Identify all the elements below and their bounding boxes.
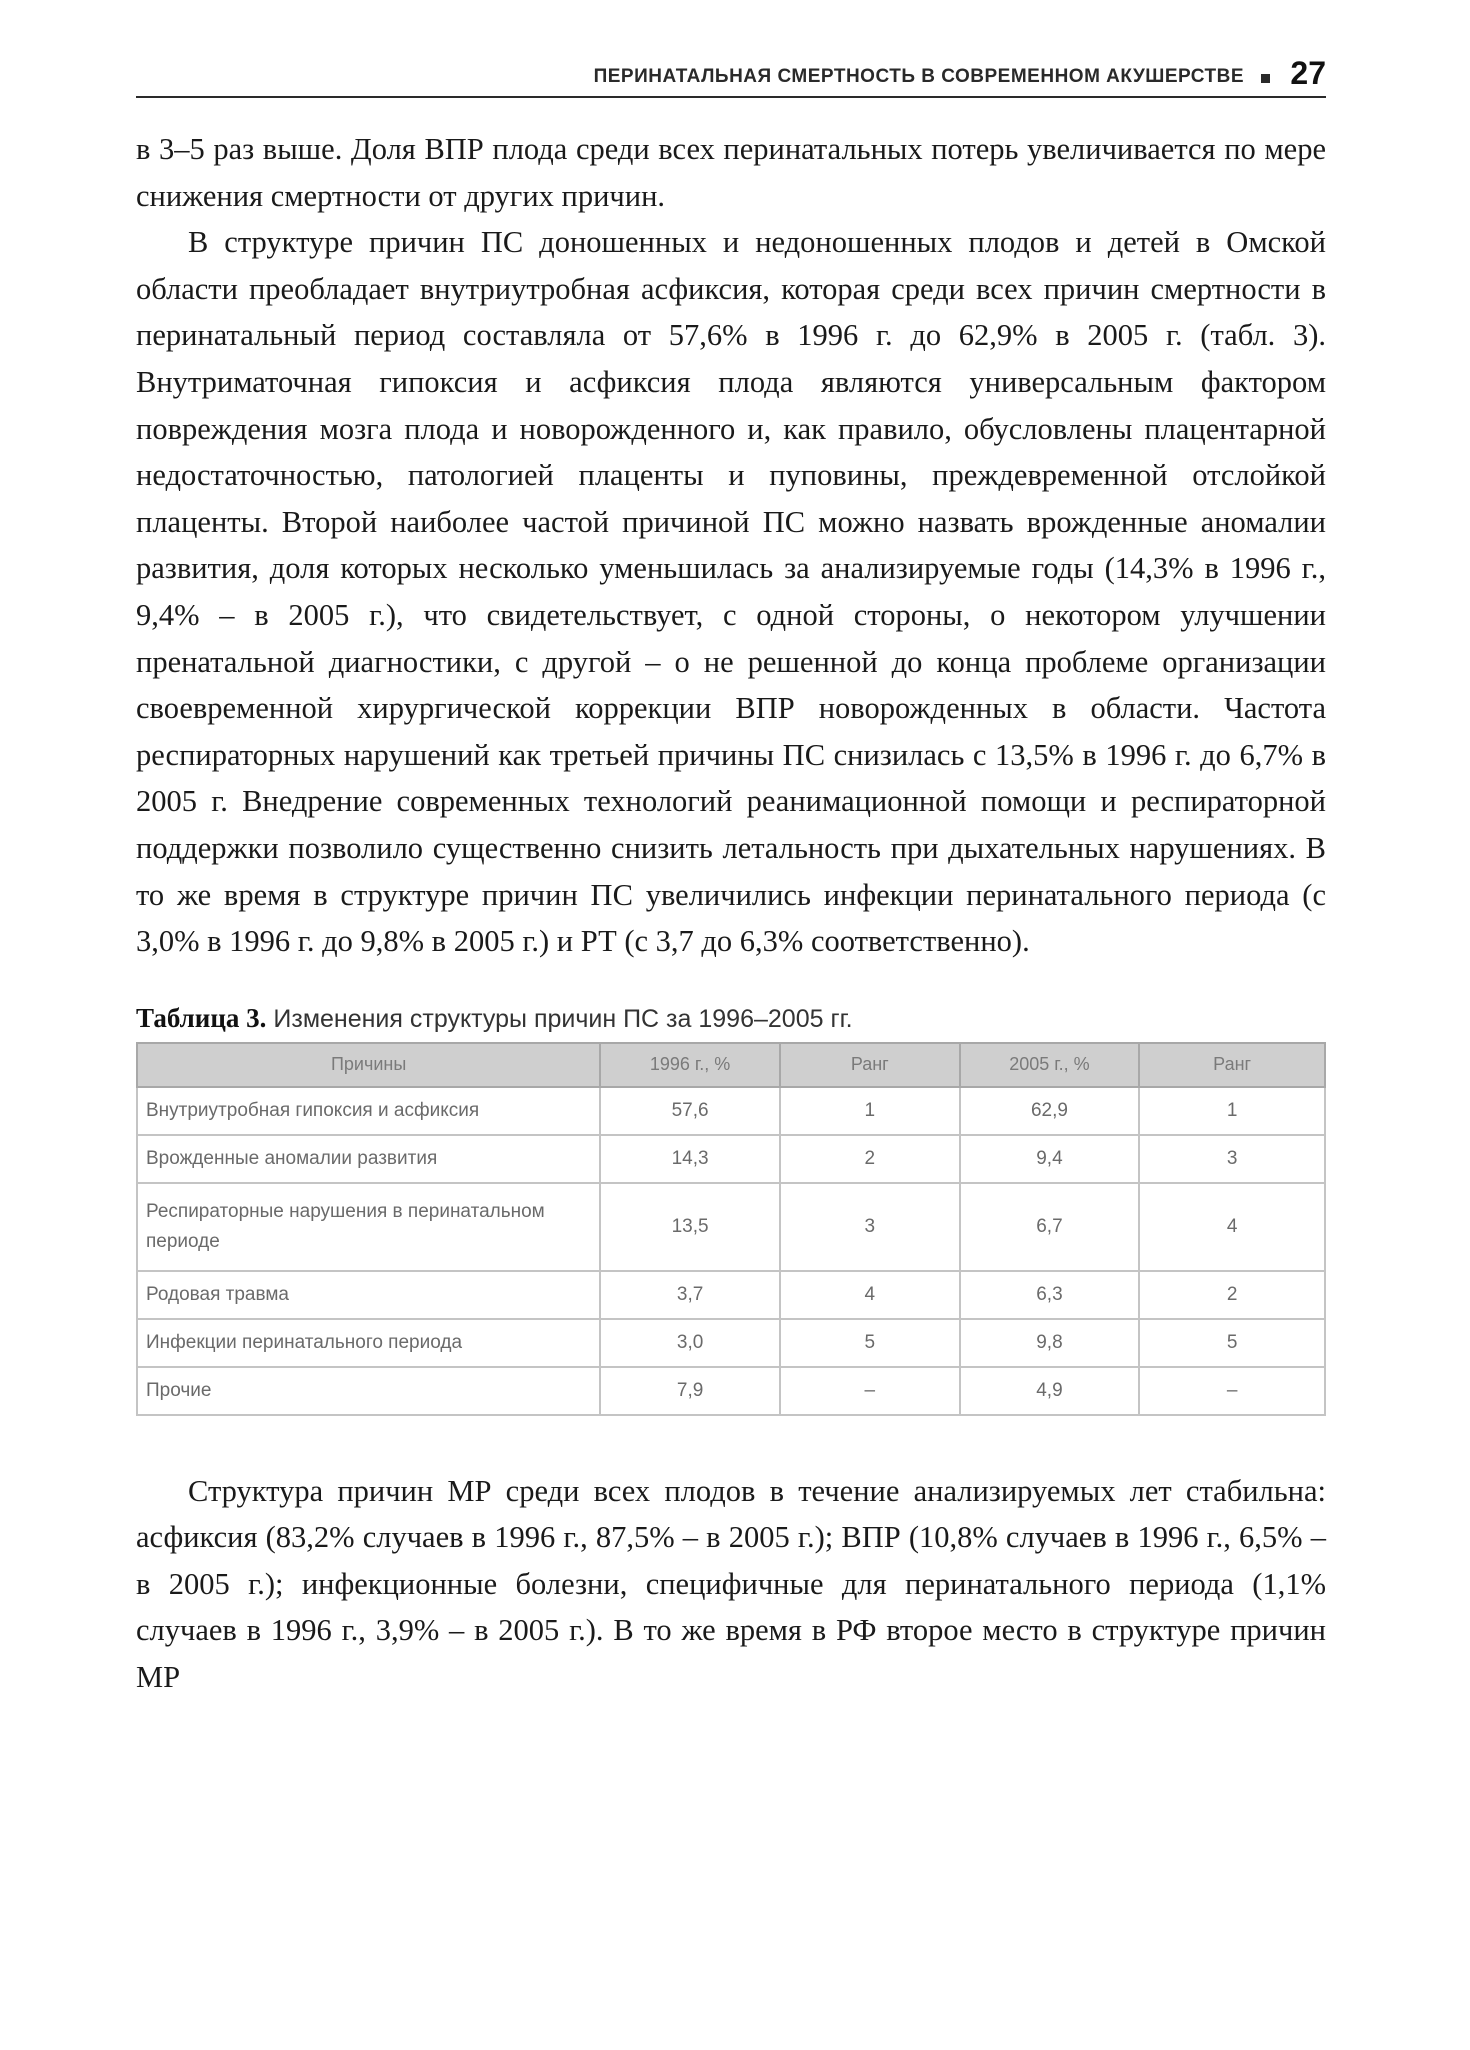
value-2005-cell: 6,7 [960, 1183, 1140, 1271]
value-2005-cell: 6,3 [960, 1271, 1140, 1319]
cause-cell: Прочие [137, 1367, 600, 1415]
table-row [137, 1135, 1325, 1183]
rank-1996-cell: 5 [780, 1319, 960, 1367]
paragraph-stillbirth-causes: Структура причин МР среди всех плодов в течение анализируемых лет стабильна: асфиксия (83,2% случаев в 1996 г., 87,5% – в 2005 г.); ВПР (10,8% случаев в 1996 г., 6,5% – в 2005 г.); инфекционные болезни, специфичные для перинатального периода (1,1% случаев в 1996 г., 3,9% – в 2005 г.). В то же время в РФ второе место в структуре причин МР [136, 1473, 1326, 1695]
table-row [137, 1271, 1325, 1319]
rank-1996-cell: 3 [780, 1183, 960, 1271]
value-1996-cell: 14,3 [600, 1135, 780, 1183]
rank-2005-cell: 5 [1139, 1319, 1325, 1367]
value-1996-cell: 3,0 [600, 1319, 780, 1367]
paragraph-continuation: в 3–5 раз выше. Доля ВПР плода среди всех перинатальных потерь увеличивается по мере снижения смертности от других причин. [136, 132, 1326, 213]
running-header [136, 40, 1326, 98]
table-row [137, 1319, 1325, 1367]
table-caption-text: Изменения структуры причин ПС за 1996–2005 гг. [273, 1004, 853, 1033]
rank-1996-cell: 2 [780, 1135, 960, 1183]
rank-2005-cell: 1 [1139, 1087, 1325, 1135]
header-rank-1996: Ранг [780, 1043, 960, 1087]
value-2005-cell: 62,9 [960, 1087, 1140, 1135]
table-row [137, 1087, 1325, 1135]
table-header-row [137, 1043, 1325, 1087]
cause-cell: Врожденные аномалии развития [137, 1135, 600, 1183]
header-causes: Причины [137, 1043, 600, 1087]
rank-1996-cell: 1 [780, 1087, 960, 1135]
header-rank-2005: Ранг [1139, 1043, 1325, 1087]
paragraph-causes: В структуре причин ПС доношенных и недоношенных плодов и детей в Омской области преобладает внутриутробная асфиксия, которая среди всех причин смертности в перинатальный период составляла от 57,6% в 1996 г. до 62,9% в 2005 г. (табл. 3). Внутриматочная гипоксия и асфиксия плода являются универсальным фактором повреждения мозга плода и новорожденного и, как правило, обусловлены плацентарной недостаточностью, патологией плаценты и пуповины, преждевременной отслойкой плаценты. Второй наиболее частой причиной ПС можно назвать врожденные аномалии развития, доля которых несколько уменьшилась за анализируемые годы (14,3% в 1996 г., 9,4% – в 2005 г.), что свидетельствует, с одной стороны, о некотором улучшении пренатальной диагностики, с другой – о не решенной до конца проблеме организации своевременной хирургической коррекции ВПР новорожденных в области. Частота респираторных нарушений как третьей причины ПС снизилась с 13,5% в 1996 г. до 6,7% в 2005 г. Внедрение современных технологий реанимационной помощи и респираторной поддержки позволило существенно снизить летальность при дыхательных нарушениях. В то же время в структуре причин ПС увеличились инфекции перинатального периода (с 3,0% в 1996 г. до 9,8% в 2005 г.) и РТ (с 3,7 до 6,3% соответственно). [136, 225, 1326, 959]
bullet-separator [1261, 74, 1270, 83]
table-caption-label: Таблица 3. [136, 1002, 267, 1033]
rank-2005-cell: 3 [1139, 1135, 1325, 1183]
table-row [137, 1367, 1325, 1415]
value-1996-cell: 3,7 [600, 1271, 780, 1319]
value-1996-cell: 13,5 [600, 1183, 780, 1271]
rank-2005-cell: – [1139, 1367, 1325, 1415]
rank-1996-cell: 4 [780, 1271, 960, 1319]
value-2005-cell: 9,8 [960, 1319, 1140, 1367]
cause-cell: Респираторные нарушения в перинатальном периоде [137, 1183, 600, 1271]
rank-2005-cell: 4 [1139, 1183, 1325, 1271]
value-2005-cell: 9,4 [960, 1135, 1140, 1183]
book-page [136, 40, 1326, 1701]
rank-1996-cell: – [780, 1367, 960, 1415]
table-row [137, 1183, 1325, 1271]
table-caption [136, 1003, 1326, 1034]
value-1996-cell: 7,9 [600, 1367, 780, 1415]
header-2005-percent: 2005 г., % [960, 1043, 1140, 1087]
body-text [136, 126, 1326, 965]
value-1996-cell: 57,6 [600, 1087, 780, 1135]
cause-cell: Родовая травма [137, 1271, 600, 1319]
page-number: 27 [1290, 55, 1326, 91]
cause-cell: Внутриутробная гипоксия и асфиксия [137, 1087, 600, 1135]
running-title: ПЕРИНАТАЛЬНАЯ СМЕРТНОСТЬ В СОВРЕМЕННОМ АКУШЕРСТВЕ [593, 66, 1244, 87]
rank-2005-cell: 2 [1139, 1271, 1325, 1319]
body-text-after-table [136, 1468, 1326, 1701]
cause-cell: Инфекции перинатального периода [137, 1319, 600, 1367]
header-1996-percent: 1996 г., % [600, 1043, 780, 1087]
value-2005-cell: 4,9 [960, 1367, 1140, 1415]
causes-table [136, 1042, 1326, 1416]
